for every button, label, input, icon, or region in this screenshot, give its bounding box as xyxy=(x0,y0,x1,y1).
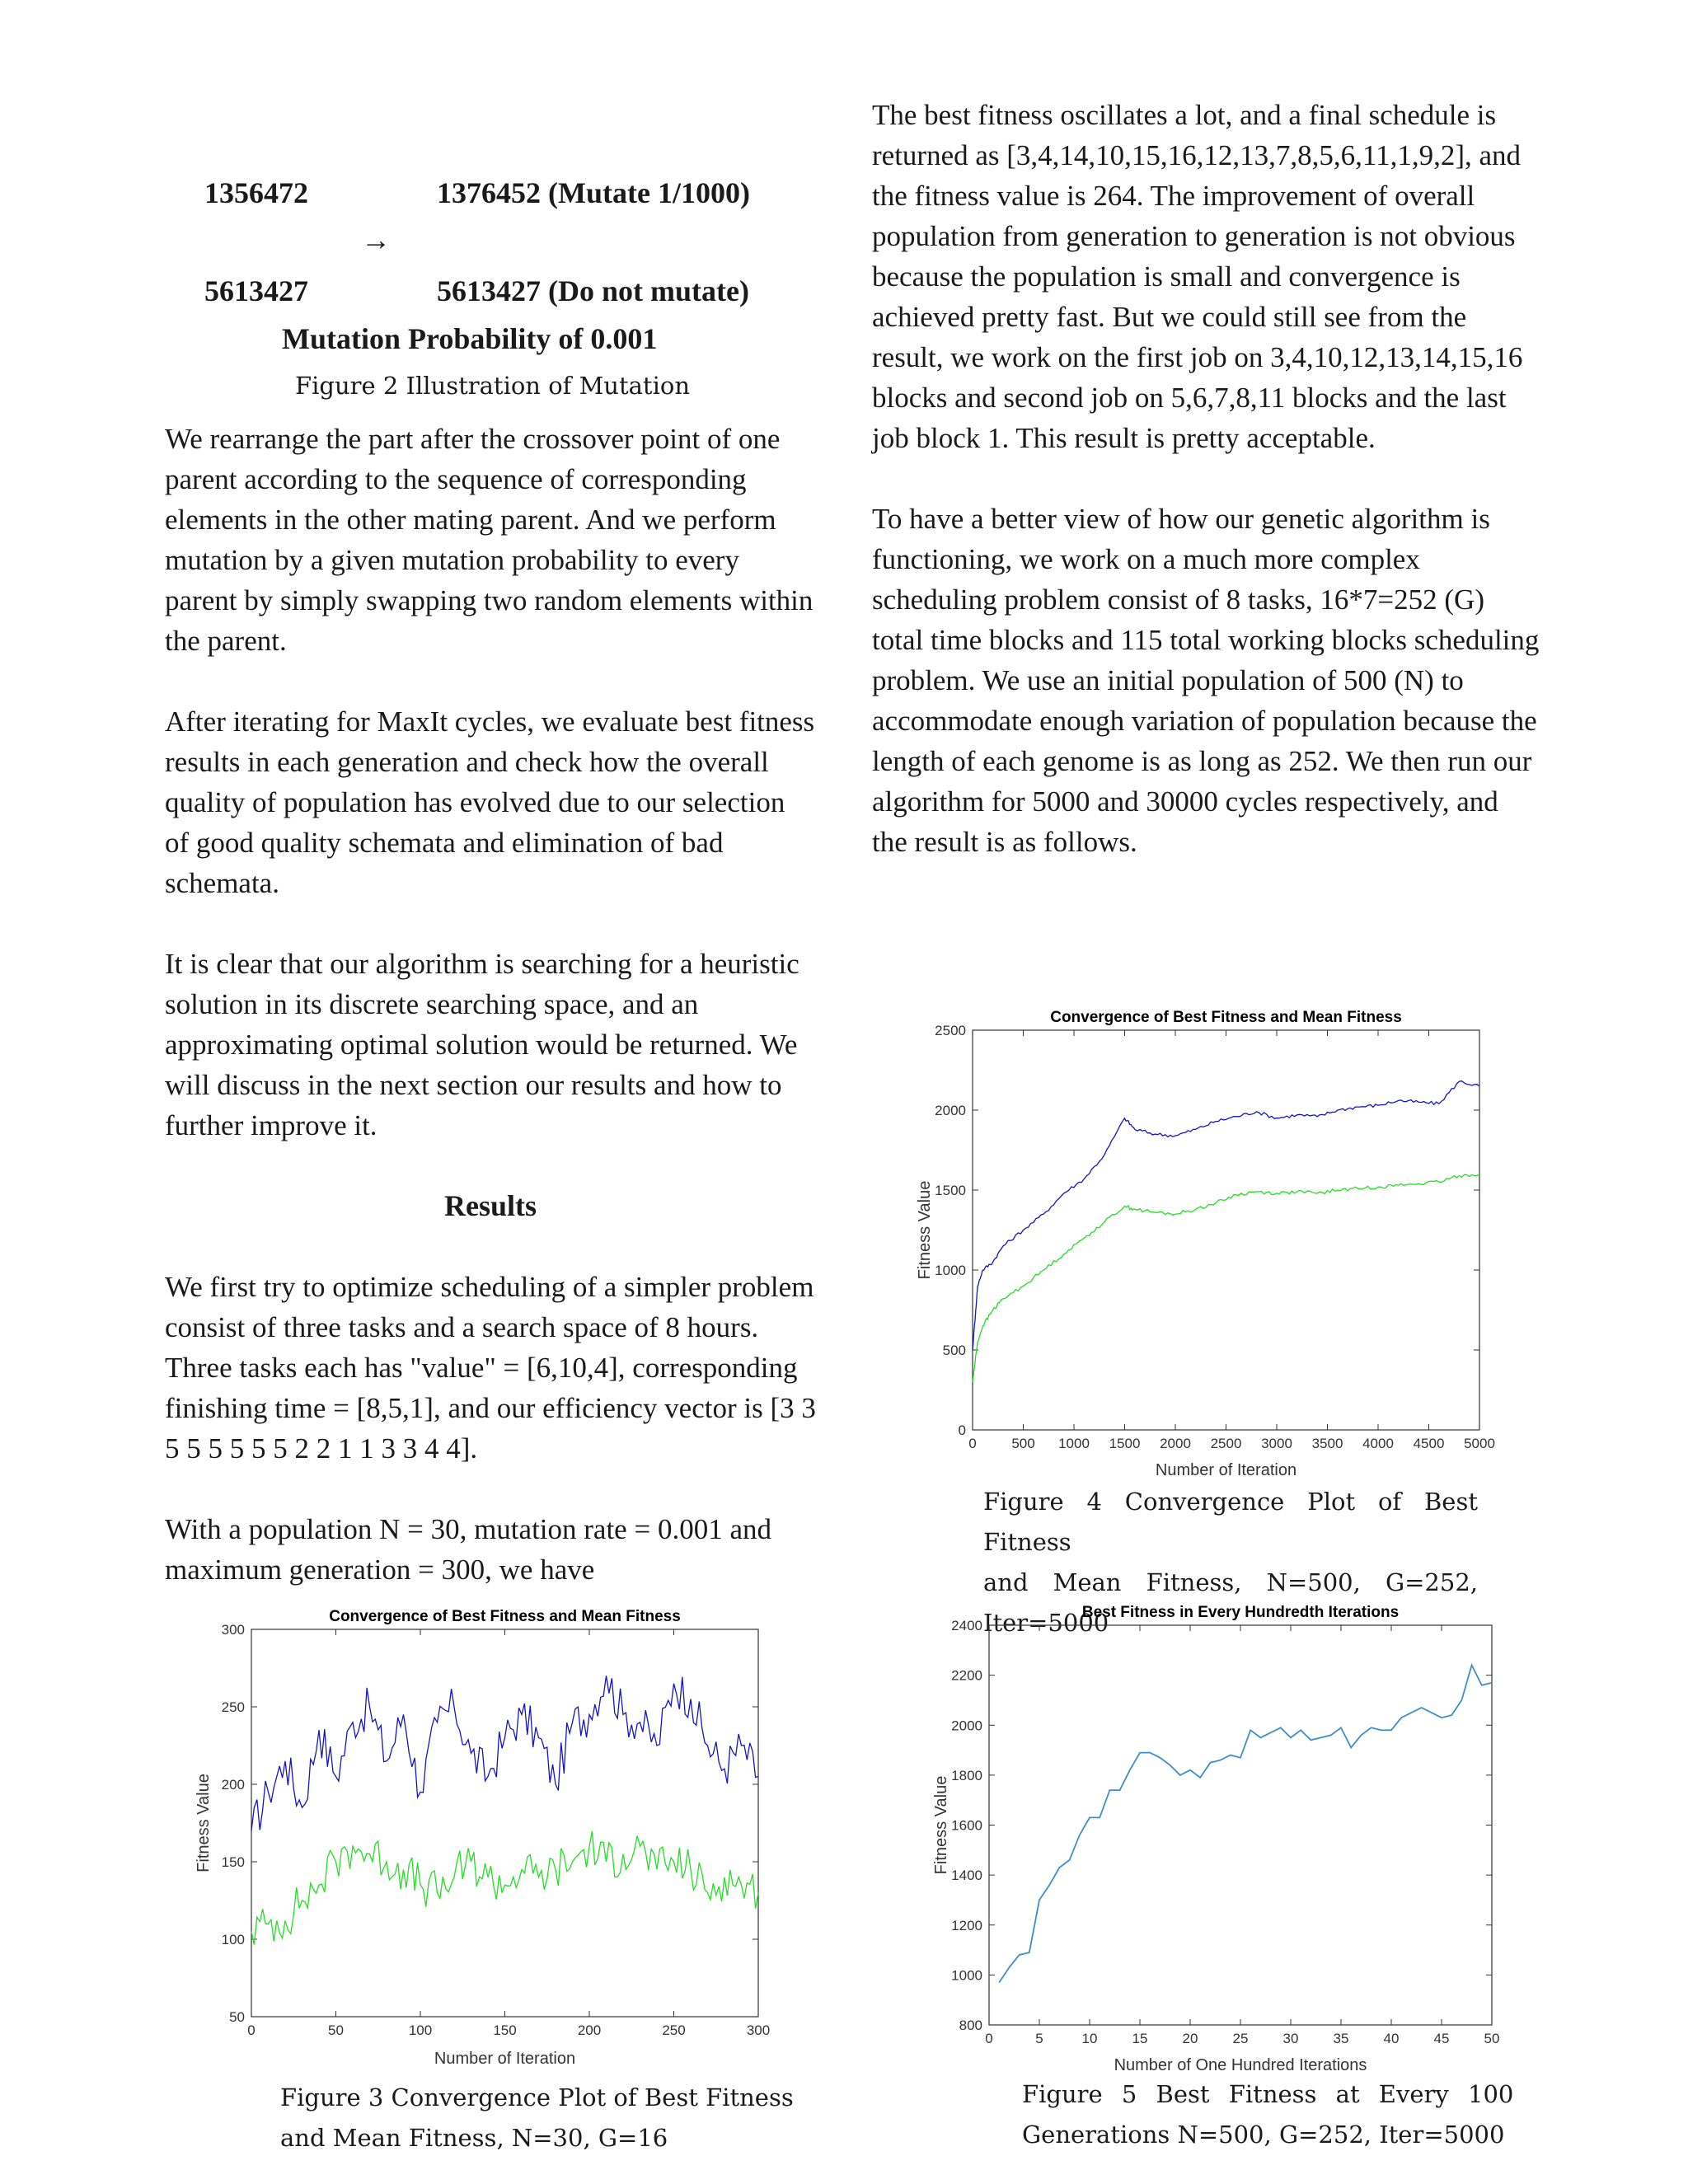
mutation-child-1: 1376452 (Mutate 1/1000) xyxy=(437,176,750,209)
plot-area xyxy=(989,1625,1492,2025)
paragraph-population: With a population N = 30, mutation rate = 0.001 and maximum generation = 300, we have xyxy=(165,1513,771,1586)
y-axis-label: Fitness Value xyxy=(195,1774,213,1872)
paragraph-simple-problem: We first try to optimize scheduling of a simpler problem consist of three tasks and a search space of 8 hours. Three tasks each has "value" = [6,10,4], corresponding finishing time = [8,5,1], and our efficiency vector is [3 3 5 5 5 5 5 5 2 2 1 1 3 3 4 4]. xyxy=(165,1271,816,1465)
series-line-mean-fitness xyxy=(973,1174,1479,1382)
plot-area xyxy=(251,1629,758,2017)
y-tick-label: 1400 xyxy=(951,1868,982,1884)
chart-title: Best Fitness in Every Hundredth Iterations xyxy=(1081,1604,1400,1621)
y-tick-label: 500 xyxy=(942,1343,966,1358)
section-heading-results: Results xyxy=(443,1189,537,1222)
x-tick-label: 250 xyxy=(662,2022,686,2038)
x-axis-label: Number of Iteration xyxy=(434,2050,576,2068)
y-tick-label: 50 xyxy=(229,2009,245,2025)
y-tick-label: 1000 xyxy=(935,1263,966,1278)
figure-4-caption-line-1: Figure 4 Convergence Plot of Best Fitness xyxy=(983,1488,1478,1556)
x-tick-label: 40 xyxy=(1383,2031,1400,2046)
left-column xyxy=(165,419,816,1590)
right-column xyxy=(872,95,1540,862)
x-tick-label: 2500 xyxy=(1210,1436,1242,1451)
x-tick-label: 5000 xyxy=(1464,1436,1495,1451)
paragraph-maxit: After iterating for MaxIt cycles, we evaluate best fitness results in each generation and check how the overall quality of population has evolved due to our selection of good quality schemata and elimination of bad schemata. xyxy=(165,705,815,899)
x-tick-label: 4000 xyxy=(1362,1436,1394,1451)
figure-2-caption: Figure 2 Illustration of Mutation xyxy=(295,372,690,400)
x-tick-label: 2000 xyxy=(1160,1436,1191,1451)
figure-3-caption xyxy=(280,2078,794,2158)
x-tick-label: 0 xyxy=(985,2031,993,2046)
paragraph-crossover: We rearrange the part after the crossover point of one parent according to the sequence of corresponding elements in the other mating parent. And we perform mutation by a given mutation probability to every parent by simply swapping two random elements within the parent. xyxy=(165,423,814,657)
x-tick-label: 30 xyxy=(1282,2031,1299,2046)
figure-5-caption xyxy=(1022,2074,1513,2155)
y-tick-label: 800 xyxy=(959,2018,982,2033)
paragraph-best-fitness-result: The best fitness oscillates a lot, and a final schedule is returned as [3,4,14,10,15,16,12,13,7,8,5,6,11,1,9,2], and the fitness value is 264. The improvement of overall population from generation to generation is not obvious because the population is small and convergence is achieved pretty fast. But we could still see from the result, we work on the first job on 3,4,10,12,13,14,15,16 blocks and second job on 5,6,7,8,11 blocks and the last job block 1. This result is pretty acceptable. xyxy=(872,99,1523,454)
mutation-parent-2: 5613427 xyxy=(204,274,308,307)
figure-4-svg xyxy=(898,1001,1508,1488)
x-tick-label: 3000 xyxy=(1261,1436,1292,1451)
series-line-mean-fitness xyxy=(251,1831,758,1944)
figure-5-svg xyxy=(907,1595,1517,2077)
x-axis-label: Number of One Hundred Iterations xyxy=(1114,2056,1367,2074)
x-tick-label: 5 xyxy=(1035,2031,1043,2046)
y-tick-label: 2000 xyxy=(951,1718,982,1734)
x-tick-label: 0 xyxy=(247,2022,256,2038)
y-tick-label: 2400 xyxy=(951,1618,982,1633)
y-tick-label: 1800 xyxy=(951,1767,982,1783)
figure-3-caption-line-2: and Mean Fitness, N=30, G=16 xyxy=(280,2124,668,2152)
x-tick-label: 3500 xyxy=(1311,1436,1343,1451)
figure-5-caption-line-1: Figure 5 Best Fitness at Every 100 xyxy=(1022,2080,1514,2108)
paragraph-complex-problem: To have a better view of how our genetic algorithm is functioning, we work on a much more complex scheduling problem consist of 8 tasks, 16*7=252 (G) total time blocks and 115 total working blocks scheduling problem. We use an initial population of 500 (N) to accommodate enough variation of population because the length of each genome is as long as 252. We then run our algorithm for 5000 and 30000 cycles respectively, and the result is as follows. xyxy=(872,503,1540,858)
x-tick-label: 1500 xyxy=(1109,1436,1141,1451)
mutation-child-2: 5613427 (Do not mutate) xyxy=(437,274,749,307)
y-axis-label: Fitness Value xyxy=(916,1180,934,1280)
paragraph-heuristic: It is clear that our algorithm is searching for a heuristic solution in its discrete searching space, and an approximating optimal solution would be returned. We will discuss in the next section our results and how to further improve it. xyxy=(165,948,799,1141)
y-tick-label: 2200 xyxy=(951,1667,982,1684)
figure-3-caption-line-1: Figure 3 Convergence Plot of Best Fitness xyxy=(280,2083,794,2111)
y-tick-label: 300 xyxy=(221,1622,245,1638)
x-tick-label: 200 xyxy=(577,2022,602,2038)
x-tick-label: 20 xyxy=(1182,2031,1198,2046)
chart-title: Convergence of Best Fitness and Mean Fitness xyxy=(1050,1009,1402,1026)
x-tick-label: 50 xyxy=(328,2022,344,2038)
x-tick-label: 25 xyxy=(1232,2031,1249,2046)
plot-area xyxy=(973,1030,1479,1430)
y-tick-label: 200 xyxy=(221,1777,245,1793)
x-tick-label: 50 xyxy=(1484,2031,1500,2046)
x-tick-label: 45 xyxy=(1433,2031,1450,2046)
figure-3-chart xyxy=(190,1599,783,2077)
series-line-best-fitness xyxy=(251,1675,758,1830)
y-tick-label: 2500 xyxy=(935,1023,966,1038)
y-tick-label: 2000 xyxy=(935,1103,966,1118)
x-axis-label: Number of Iteration xyxy=(1155,1461,1297,1479)
x-tick-label: 0 xyxy=(968,1436,977,1451)
figure-5-chart xyxy=(907,1595,1517,2077)
y-tick-label: 1600 xyxy=(951,1817,982,1834)
y-axis-label: Fitness Value xyxy=(932,1775,950,1875)
y-tick-label: 1000 xyxy=(951,1967,982,1984)
x-tick-label: 35 xyxy=(1333,2031,1349,2046)
y-tick-label: 1200 xyxy=(951,1917,982,1933)
y-tick-label: 0 xyxy=(958,1422,966,1438)
mutation-parent-1: 1356472 xyxy=(204,176,308,209)
x-tick-label: 100 xyxy=(408,2022,433,2038)
y-tick-label: 1500 xyxy=(935,1183,966,1198)
x-tick-label: 10 xyxy=(1081,2031,1098,2046)
y-tick-label: 150 xyxy=(221,1854,245,1870)
y-tick-label: 250 xyxy=(221,1699,245,1715)
x-tick-label: 150 xyxy=(493,2022,517,2038)
arrow-right-icon: → xyxy=(361,223,391,256)
mutation-title: Mutation Probability of 0.001 xyxy=(282,322,658,355)
x-tick-label: 500 xyxy=(1011,1436,1035,1451)
chart-title: Convergence of Best Fitness and Mean Fitness xyxy=(329,1608,681,1625)
x-tick-label: 4500 xyxy=(1413,1436,1445,1451)
x-tick-label: 300 xyxy=(746,2022,771,2038)
figure-5-caption-line-2: Generations N=500, G=252, Iter=5000 xyxy=(1022,2121,1505,2149)
series-line-best-fitness xyxy=(973,1081,1479,1350)
x-tick-label: 15 xyxy=(1132,2031,1148,2046)
figure-3-svg xyxy=(190,1599,783,2077)
y-tick-label: 100 xyxy=(221,1932,245,1947)
x-tick-label: 1000 xyxy=(1058,1436,1090,1451)
figure-4-caption-line-2: and Mean Fitness, N=500, G=252, Iter=5000 xyxy=(983,1568,1478,1637)
series-line-best-fitness xyxy=(999,1666,1492,1983)
figure-4-chart xyxy=(898,1001,1508,1488)
